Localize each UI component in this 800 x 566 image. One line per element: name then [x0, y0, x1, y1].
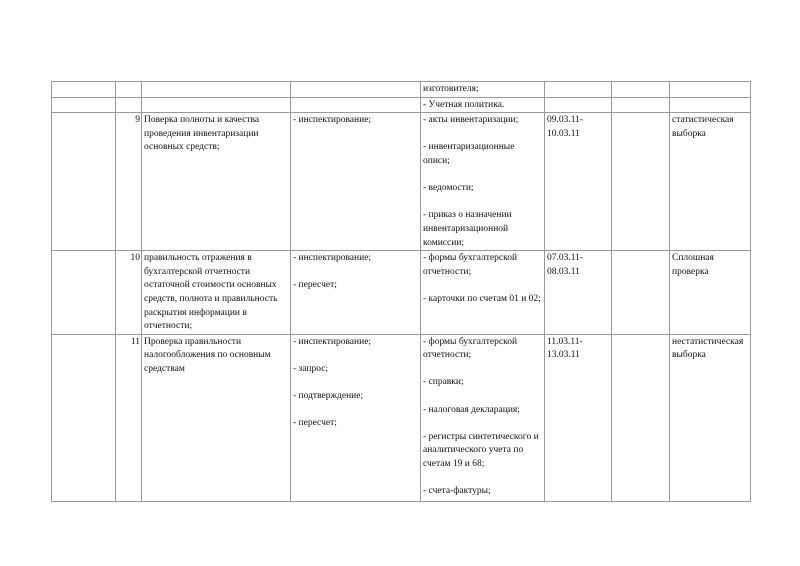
- empty-cell: [142, 97, 291, 113]
- document-item: - приказ о назначении инвентаризационной комиссии;: [423, 210, 512, 248]
- dates-cell: 09.03.11-10.03.11: [545, 113, 612, 251]
- document-item: - справки;: [423, 377, 464, 388]
- audit-plan-table: [51, 81, 751, 502]
- empty-cell: [52, 251, 116, 335]
- method-item: - инспектирование;: [293, 253, 372, 264]
- empty-cell: [545, 82, 612, 98]
- empty-cell: [116, 82, 142, 98]
- empty-cell: [52, 82, 116, 98]
- procedure-cell: Проверка правильности налогообложения по основным средствам: [142, 334, 291, 501]
- documents-cell: - Учетная политика.: [421, 97, 545, 113]
- procedure-cell: правильность отражения в бухгалтерской отчетности остаточной стоимости основных средств, полнота и правильность раскрытия информации в отчетности;: [142, 251, 291, 335]
- empty-cell: [116, 97, 142, 113]
- documents-cell: [421, 251, 545, 335]
- methods-cell: [291, 113, 421, 251]
- document-item: - налоговая декларация;: [423, 404, 520, 415]
- document-item: - инвентаризационные описи;: [423, 142, 515, 166]
- documents-cell: [421, 113, 545, 251]
- empty-cell: [52, 97, 116, 113]
- procedure-cell: Поверка полноты и качества проведения инвентаризации основных средств;: [142, 113, 291, 251]
- method-item: - инспектирование;: [293, 115, 372, 126]
- executor-cell: [612, 113, 670, 251]
- document-item: - счета-фактуры;: [423, 486, 491, 497]
- table-row: [52, 113, 751, 251]
- row-number: 9: [116, 113, 142, 251]
- method-item: - инспектирование;: [293, 336, 372, 347]
- document-item: - формы бухгалтерской отчетности;: [423, 336, 518, 361]
- document-item: - карточки по счетам 01 и 02;: [423, 293, 541, 304]
- dates-cell: 07.03.11-08.03.11: [545, 251, 612, 335]
- table-row: [52, 82, 751, 98]
- empty-cell: [52, 113, 116, 251]
- empty-cell: [612, 97, 670, 113]
- empty-cell: [612, 82, 670, 98]
- documents-cell: [421, 334, 545, 501]
- document-item: - акты инвентаризации;: [423, 115, 519, 126]
- methods-cell: [291, 334, 421, 501]
- sample-cell: Сплошная проверка: [670, 251, 751, 335]
- executor-cell: [612, 251, 670, 335]
- empty-cell: [52, 334, 116, 501]
- method-item: - пересчет;: [293, 280, 337, 291]
- document-item: - формы бухгалтерской отчетности;: [423, 253, 518, 277]
- executor-cell: [612, 334, 670, 501]
- method-item: - запрос;: [293, 363, 329, 374]
- empty-cell: [545, 97, 612, 113]
- dates-cell: 11.03.11-13.03.11: [545, 334, 612, 501]
- empty-cell: [670, 97, 751, 113]
- documents-cell: изготовителя;: [421, 82, 545, 98]
- methods-cell: [291, 251, 421, 335]
- sample-cell: статистическая выборка: [670, 113, 751, 251]
- table-row: [52, 251, 751, 335]
- method-item: - подтверждение;: [293, 391, 364, 402]
- document-item: - ведомости;: [423, 183, 474, 194]
- row-number: 10: [116, 251, 142, 335]
- empty-cell: [291, 97, 421, 113]
- document-item: - регистры синтетического и аналитического учета по счетам 19 и 68;: [423, 431, 539, 470]
- table-row: [52, 334, 751, 501]
- sample-cell: нестатистическая выборка: [670, 334, 751, 501]
- row-number: 11: [116, 334, 142, 501]
- method-item: - пересчет;: [293, 418, 337, 429]
- empty-cell: [670, 82, 751, 98]
- table-row: [52, 97, 751, 113]
- empty-cell: [291, 82, 421, 98]
- empty-cell: [142, 82, 291, 98]
